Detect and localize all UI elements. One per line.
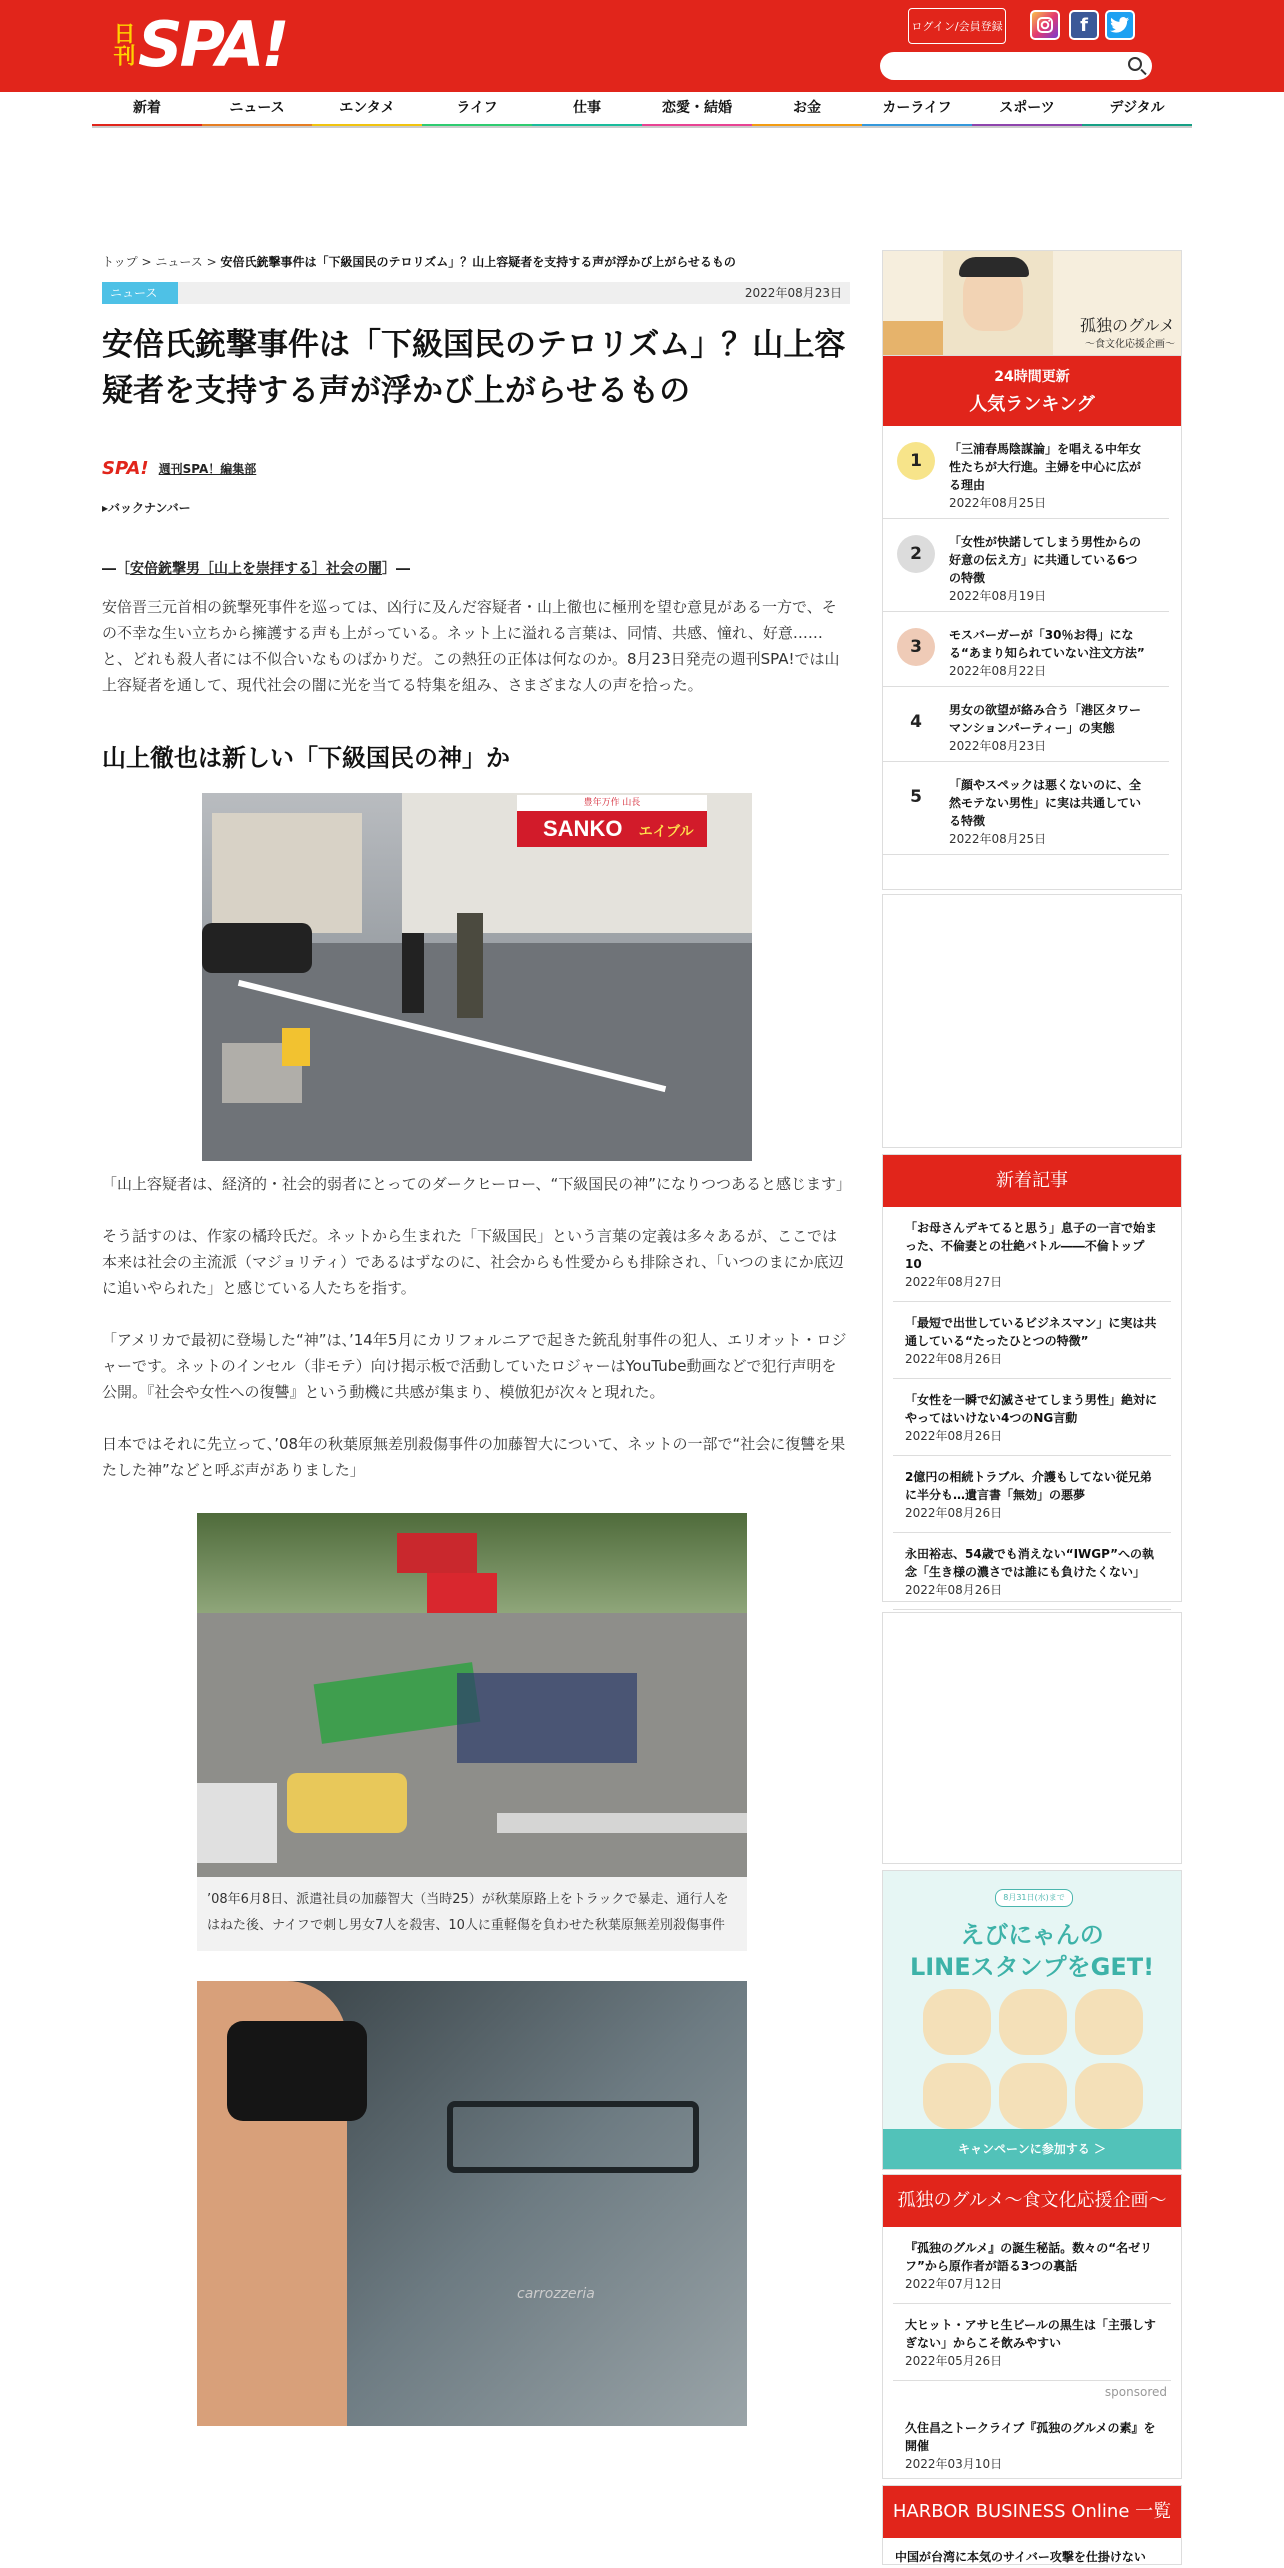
author-logo: SPA! <box>102 458 149 479</box>
ranking-subtitle: 24時間更新 <box>994 369 1070 385</box>
ranking-date: 2022年08月25日 <box>949 832 1047 846</box>
new-article-date: 2022年08月26日 <box>905 1583 1003 1597</box>
article-figure-2 <box>197 1513 747 1951</box>
banner-subtitle: ～食文化応援企画～ <box>1085 339 1175 350</box>
harbor-header: HARBOR BUSINESS Online 一覧 <box>883 2486 1181 2538</box>
new-articles-list <box>883 1207 1181 1610</box>
article-photo-3 <box>197 1981 747 2426</box>
new-article-title: 永田裕志、54歳でも消えない“IWGP”への執念「生き様の濃さでは誰にも負けたくない」 <box>905 1547 1155 1579</box>
new-article-title: 「最短で出世しているビジネスマン」に実は共通している“たったひとつの特徴” <box>905 1316 1157 1348</box>
ranking-text <box>949 701 1147 755</box>
harbor-box <box>882 2485 1182 2565</box>
ranking-item[interactable] <box>883 762 1169 855</box>
kodoku-list <box>883 2227 1181 2381</box>
paragraph-3: そう話すのは、作家の橘玲氏だ。ネットから生まれた「下級国民」という言葉の定義は多々あるが、ここでは本来は社会の主流派（マジョリティ）であるはずなのに、社会からも性愛からも排除され、「いつのまにか底辺に追いやられた」と感じている人たちを指す。 <box>102 1227 844 1297</box>
nav-item[interactable]: カーライフ <box>862 92 972 126</box>
article-photo-2 <box>197 1513 747 1877</box>
author-link[interactable]: 週刊SPA！編集部 <box>158 462 257 476</box>
ranking-number: 5 <box>897 778 935 816</box>
search-icon[interactable] <box>1128 57 1142 71</box>
line-banner-title-2: LINEスタンプをGET! <box>909 1953 1155 1981</box>
instagram-icon[interactable] <box>1030 10 1060 40</box>
author-line <box>102 458 850 479</box>
ranking-title: 「三浦春馬陰謀論」を唱える中年女性たちが大行進。主婦を中心に広がる理由 <box>949 442 1142 492</box>
ranking-date: 2022年08月22日 <box>949 664 1047 678</box>
kodoku-article-item[interactable] <box>893 2227 1171 2304</box>
kodoku-article-title: 『孤独のグルメ』の誕生秘話。数々の“名ゼリフ”から原作者が語る3つの裏話 <box>905 2241 1153 2273</box>
new-articles-header: 新着記事 <box>883 1155 1181 1207</box>
logo-small-text: 日刊 <box>110 22 136 66</box>
photo-2-caption: ’08年6月8日、派遣社員の加藤智大（当時25）が秋葉原路上をトラックで暴走、通行人をはねた後、ナイフで刺し男女7人を殺害、10人に重軽傷を負わせた秋葉原無差別殺傷事件 <box>197 1877 747 1951</box>
related-prefix: ―［ <box>102 561 130 577</box>
ranking-item[interactable] <box>883 687 1169 762</box>
ad-slot-1 <box>882 894 1182 1148</box>
ranking-text <box>949 626 1147 680</box>
new-article-date: 2022年08月26日 <box>905 1429 1003 1443</box>
store-sign-text: 豊年万作 山長 <box>517 795 707 811</box>
line-stamp-banner[interactable] <box>882 1870 1182 2170</box>
kodoku-article-date: 2022年07月12日 <box>905 2277 1003 2291</box>
able-sign-text: エイブル <box>638 823 694 839</box>
line-banner-title-1: えびにゃんの <box>960 1921 1104 1949</box>
car-brand-text: carrozzeria <box>517 2286 595 2302</box>
nav-item[interactable]: ニュース <box>202 92 312 126</box>
breadcrumb-top[interactable]: トップ <box>102 255 138 269</box>
paragraph-4: 「アメリカで最初に登場した“神”は、’14年5月にカリフォルニアで起きた銃乱射事件の犯人、エリオット・ロジャーです。ネットのインセル（非モテ）向け掲示板で活動していたロジャーはYouTube動画などで犯行声明を公開。『社会や女性への復讐』という動機に共感が集まり、模倣犯が次々と現れた。 <box>102 1331 847 1401</box>
main-nav <box>92 92 1192 128</box>
paragraph-1: 安倍晋三元首相の銃撃死事件を巡っては、凶行に及んだ容疑者・山上徹也に極刑を望む意見がある一方で、その不幸な生い立ちから擁護する声も上がっている。ネット上に溢れる言葉は、同情、共感、憧れ、好意……と、どれも殺人者には不似合いなものばかりだ。この熱狂の正体は何なのか。8月23日発売の週刊SPA!では山上容疑者を通して、現代社会の闇に光を当てる特集を組み、さまざまな人の声を拾った。 <box>102 598 840 694</box>
new-article-date: 2022年08月26日 <box>905 1352 1003 1366</box>
kodoku-extra-date: 2022年03月10日 <box>905 2457 1003 2471</box>
kodoku-extra-title: 久住昌之トークライブ『孤独のグルメの素』を開催 <box>905 2421 1156 2453</box>
ranking-item[interactable] <box>883 426 1169 519</box>
ranking-title: 男女の欲望が絡み合う「港区タワーマンションパーティー」の実態 <box>949 703 1142 735</box>
kodoku-article-date: 2022年05月26日 <box>905 2354 1003 2368</box>
banner-title: 孤独のグルメ <box>1079 316 1175 335</box>
new-article-item[interactable] <box>893 1456 1171 1533</box>
facebook-icon[interactable]: f <box>1069 10 1099 40</box>
nav-item[interactable]: デジタル <box>1082 92 1192 126</box>
ranking-item[interactable] <box>883 612 1169 687</box>
site-logo[interactable] <box>110 7 287 81</box>
ranking-title: モスバーガーが「30％お得」になる“あまり知られていない注文方法” <box>949 628 1145 660</box>
ranking-title: 人気ランキング <box>969 394 1095 415</box>
ranking-list <box>883 426 1181 855</box>
ad-slot-2 <box>882 1612 1182 1864</box>
ranking-header <box>883 356 1181 426</box>
ranking-title: 「女性が快諾してしまう男性からの好意の伝え方」に共通している6つの特徴 <box>949 535 1142 585</box>
new-article-item[interactable] <box>893 1379 1171 1456</box>
new-article-item[interactable] <box>893 1533 1171 1610</box>
ranking-number: 1 <box>897 442 935 480</box>
ranking-number: 2 <box>897 535 935 573</box>
line-banner-date: 8月31日(水)まで <box>995 1889 1073 1907</box>
breadcrumb <box>102 250 850 274</box>
ranking-date: 2022年08月25日 <box>949 496 1047 510</box>
sponsored-label: sponsored <box>1104 2385 1167 2399</box>
search-input[interactable] <box>880 52 1152 80</box>
backnumber-link[interactable]: ▸バックナンバー <box>102 501 191 515</box>
new-article-item[interactable] <box>893 1207 1171 1302</box>
new-article-title: 「女性を一瞬で幻滅させてしまう男性」絶対にやってはいけない4つのNG言動 <box>905 1393 1158 1425</box>
nav-item[interactable]: エンタメ <box>312 92 422 126</box>
ranking-text <box>949 440 1147 512</box>
article-column <box>102 250 850 2426</box>
nav-item[interactable]: 恋愛・結婚 <box>642 92 752 126</box>
line-campaign-button[interactable]: キャンペーンに参加する ＞ <box>883 2129 1181 2169</box>
related-feature-link[interactable]: 安倍銃撃男［山上を崇拝する］社会の闇 <box>130 561 382 577</box>
kodoku-header: 孤独のグルメ～食文化応援企画～ <box>883 2175 1181 2227</box>
kodoku-box <box>882 2174 1182 2479</box>
nav-item[interactable]: 仕事 <box>532 92 642 126</box>
ranking-date: 2022年08月19日 <box>949 589 1047 603</box>
kodoku-article-title: 大ヒット・アサヒ生ビールの黒生は「主張しすぎない」からこそ飲みやすい <box>905 2318 1156 2350</box>
nav-item[interactable]: 新着 <box>92 92 202 126</box>
kodoku-extra-item[interactable] <box>893 2399 1171 2483</box>
kodoku-banner[interactable] <box>882 250 1182 356</box>
new-article-item[interactable] <box>893 1302 1171 1379</box>
ranking-text <box>949 533 1147 605</box>
ranking-number: 3 <box>897 628 935 666</box>
twitter-icon[interactable] <box>1105 10 1135 40</box>
sanko-sign-text: SANKO <box>543 816 623 841</box>
related-feature <box>102 558 850 578</box>
site-header <box>0 0 1284 92</box>
harbor-item[interactable]: 中国が台湾に本気のサイバー攻撃を仕掛けない <box>895 2550 1146 2564</box>
sidebar <box>882 250 1182 2565</box>
kodoku-article-item[interactable] <box>893 2304 1171 2381</box>
ranking-date: 2022年08月23日 <box>949 739 1047 753</box>
ranking-item[interactable] <box>883 519 1169 612</box>
article-title: 安倍氏銃撃事件は「下級国民のテロリズム」？山上容疑者を支持する声が浮かび上がらせるもの <box>102 327 846 409</box>
breadcrumb-news[interactable]: ニュース <box>155 255 203 269</box>
new-article-title: 「お母さんデキてると思う」息子の一言で始まった、不倫妻との壮絶バトル――不倫トップ10 <box>905 1221 1158 1271</box>
ranking-box <box>882 356 1182 890</box>
ranking-text <box>949 776 1147 848</box>
sanko-sign <box>517 811 707 847</box>
paragraph-2: 「山上容疑者は、経済的・社会的弱者にとってのダークヒーロー、“下級国民の神”になりつつあると感じます」 <box>102 1175 852 1193</box>
section-heading: 山上徹也は新しい「下級国民の神」か <box>102 744 510 772</box>
new-article-date: 2022年08月26日 <box>905 1506 1003 1520</box>
breadcrumb-separator: > <box>141 255 152 269</box>
nav-item[interactable]: ライフ <box>422 92 532 126</box>
related-suffix: ］― <box>382 561 410 577</box>
breadcrumb-current: 安倍氏銃撃事件は「下級国民のテロリズム」？山上容疑者を支持する声が浮かび上がらせるもの <box>220 255 736 269</box>
article-photo-1 <box>202 793 752 1161</box>
category-label[interactable]: ニュース <box>102 282 178 304</box>
new-article-title: 2億円の相続トラブル、介護もしてない従兄弟に半分も…遺言書「無効」の悪夢 <box>905 1470 1152 1502</box>
new-articles-box <box>882 1154 1182 1602</box>
ranking-number: 4 <box>897 703 935 741</box>
login-button[interactable]: ログイン/会員登録 <box>908 8 1006 44</box>
paragraph-5: 日本ではそれに先立って、’08年の秋葉原無差別殺傷事件の加藤智大について、ネットの一部で“社会に復讐を果たした神”などと呼ぶ声がありました」 <box>102 1435 846 1479</box>
breadcrumb-separator: > <box>206 255 217 269</box>
category-bar <box>102 282 850 304</box>
nav-item[interactable]: スポーツ <box>972 92 1082 126</box>
logo-main-text: SPA! <box>138 7 287 81</box>
nav-item[interactable]: お金 <box>752 92 862 126</box>
new-article-date: 2022年08月27日 <box>905 1275 1003 1289</box>
ranking-title: 「顔やスペックは悪くないのに、全然モテない男性」に実は共通している特徴 <box>949 778 1142 828</box>
article-date: 2022年08月23日 <box>744 286 842 300</box>
